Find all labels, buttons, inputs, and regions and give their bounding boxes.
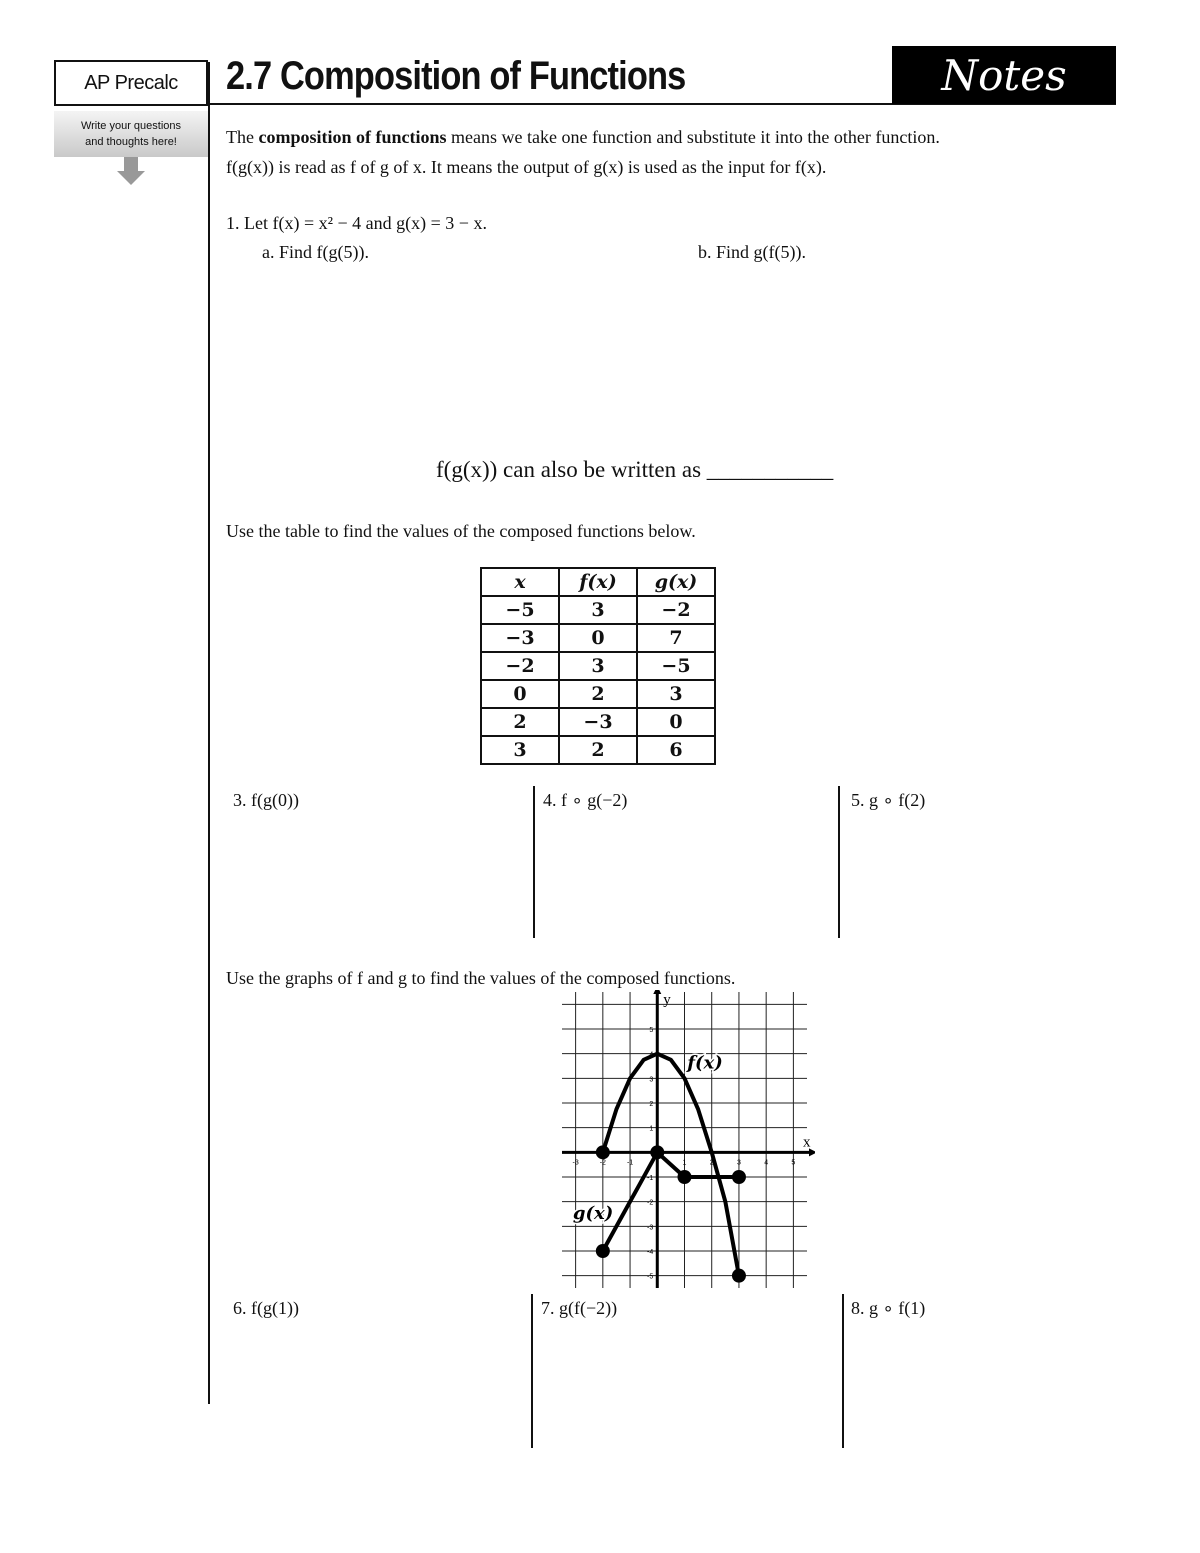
series-g-endpoint [650, 1145, 664, 1159]
cell: 2 [559, 680, 637, 708]
series-g-endpoint [678, 1170, 692, 1184]
table-instruction: Use the table to find the values of the composed functions below. [226, 521, 696, 541]
down-arrow-icon [124, 157, 138, 171]
series-f-endpoint [596, 1145, 610, 1159]
series-f-label: f(x) [687, 1052, 723, 1074]
y-axis-label: y [663, 992, 671, 1008]
table-row [481, 596, 715, 624]
table-row [481, 680, 715, 708]
divider [838, 786, 840, 938]
notation-prompt: f(g(x)) can also be written as ___________ [436, 457, 834, 482]
intro-text-start: The [226, 127, 259, 147]
divider [531, 1294, 533, 1448]
header-gx: g(x) [637, 568, 715, 596]
question-6: 6. f(g(1)) [233, 1298, 299, 1318]
series-g-endpoint [596, 1244, 610, 1258]
y-tick-label: 1 [649, 1125, 654, 1133]
cell: 0 [481, 680, 559, 708]
series-g-label: g(x) [572, 1202, 614, 1224]
series-f-endpoint [732, 1269, 746, 1283]
x-tick-label: -1 [626, 1159, 634, 1167]
tab-line-1: Write your questions [80, 120, 182, 132]
y-axis-arrow [653, 990, 661, 994]
divider [533, 786, 535, 938]
notes-banner: Notes [892, 46, 1116, 104]
cell: −5 [481, 596, 559, 624]
y-tick-label: -2 [647, 1199, 654, 1207]
tab-line-2: and thoughts here! [85, 136, 177, 148]
y-tick-label: 2 [649, 1101, 654, 1108]
cell: −3 [481, 624, 559, 652]
x-tick-label: 2 [709, 1159, 714, 1167]
x-tick-label: -3 [572, 1159, 579, 1167]
table-row [481, 652, 715, 680]
y-tick-label: 4 [649, 1051, 654, 1059]
values-table [480, 567, 716, 765]
table-header-row [481, 568, 715, 596]
cell: 6 [637, 736, 715, 764]
problem-1-stem: 1. Let f(x) = x² − 4 and g(x) = 3 − x. [226, 213, 487, 233]
intro-line-1 [226, 127, 940, 148]
series-g-endpoint [732, 1170, 746, 1184]
cell: −2 [481, 652, 559, 680]
page-title: 2.7 Composition of Functions [226, 54, 686, 98]
header-fx: f(x) [559, 568, 637, 596]
x-axis-label: x [803, 1134, 811, 1151]
question-8: 8. g ∘ f(1) [851, 1298, 926, 1318]
down-arrow-head-icon [117, 171, 145, 185]
y-tick-label: -1 [647, 1175, 654, 1182]
question-3: 3. f(g(0)) [233, 790, 299, 810]
notes-tab [54, 111, 208, 157]
cell: 0 [559, 624, 637, 652]
cell: 2 [559, 736, 637, 764]
x-tick-label: 1 [682, 1159, 687, 1167]
question-4: 4. f ∘ g(−2) [543, 790, 628, 810]
margin-rule [208, 62, 210, 1404]
header-x: x [481, 568, 559, 596]
problem-1b: b. Find g(f(5)). [698, 242, 806, 262]
cell: −5 [637, 652, 715, 680]
cell: −3 [559, 708, 637, 736]
divider [842, 1294, 844, 1448]
cell: 0 [637, 708, 715, 736]
cell: 7 [637, 624, 715, 652]
cell: −2 [637, 596, 715, 624]
cell: 2 [481, 708, 559, 736]
y-tick-label: -4 [647, 1249, 654, 1256]
y-tick-label: -3 [647, 1224, 654, 1232]
y-tick-label: -5 [647, 1273, 654, 1281]
intro-line-2: f(g(x)) is read as f of g of x. It means the output of g(x) is used as the input for f(x). [226, 157, 827, 177]
function-graph [560, 990, 815, 1290]
cell: 3 [481, 736, 559, 764]
cell: 3 [637, 680, 715, 708]
x-tick-label: -2 [599, 1159, 606, 1167]
graph-instruction: Use the graphs of f and g to find the values of the composed functions. [226, 968, 736, 988]
problem-1a: a. Find f(g(5)). [262, 242, 369, 262]
cell: 3 [559, 652, 637, 680]
intro-text-end: means we take one function and substitute it into the other function. [446, 127, 940, 147]
course-label: AP Precalc [54, 60, 208, 106]
table-row [481, 708, 715, 736]
intro-term: composition of functions [258, 127, 447, 147]
question-5: 5. g ∘ f(2) [851, 790, 926, 810]
y-tick-label: 5 [649, 1027, 654, 1034]
x-tick-label: 5 [791, 1159, 796, 1167]
question-7: 7. g(f(−2)) [541, 1298, 618, 1318]
table-row [481, 736, 715, 764]
cell: 3 [559, 596, 637, 624]
x-tick-label: 4 [764, 1159, 769, 1167]
x-tick-label: 3 [736, 1159, 741, 1167]
table-row [481, 624, 715, 652]
y-tick-label: 3 [649, 1076, 654, 1084]
